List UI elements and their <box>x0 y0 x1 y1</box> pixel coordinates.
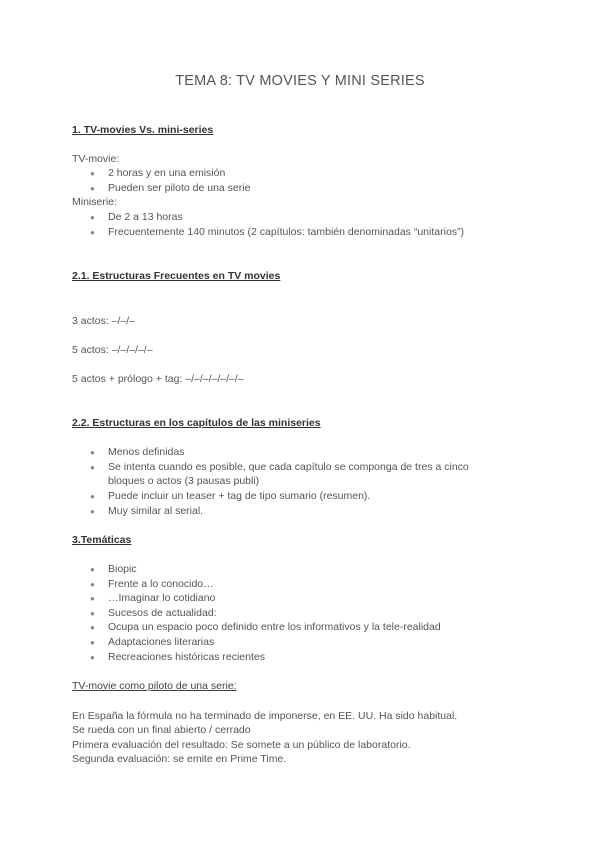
tvmovie-label: TV-movie: <box>72 153 120 165</box>
bullet-icon: ● <box>90 169 95 178</box>
bullet-icon: ● <box>90 609 95 618</box>
section-1-heading: 1. TV-movies Vs. mini-series <box>72 124 214 136</box>
list-item-text: 2 horas y en una emisión <box>108 167 226 179</box>
list-item <box>90 505 203 517</box>
list-item <box>90 621 441 633</box>
list-item-text: Puede incluir un teaser + tag de tipo sumario (resumen). <box>108 490 371 502</box>
list-item <box>90 651 265 663</box>
bullet-icon: ● <box>90 565 95 574</box>
pilot-line: Segunda evaluación: se emite en Prime Time. <box>72 753 287 765</box>
bullet-icon: ● <box>90 228 95 237</box>
structure-line: 5 actos + prólogo + tag: –/–/–/–/–/–/– <box>72 373 244 385</box>
list-item <box>90 446 184 458</box>
bullet-icon: ● <box>90 463 95 472</box>
section-2-2-heading: 2.2. Estructuras en los capítulos de las miniseries <box>72 417 321 429</box>
bullet-icon: ● <box>90 507 95 516</box>
list-item-text: Biopic <box>108 563 137 575</box>
document-title: TEMA 8: TV MOVIES Y MINI SERIES <box>175 73 425 89</box>
list-item <box>90 592 215 604</box>
section-2-1-heading: 2.1. Estructuras Frecuentes en TV movies <box>72 270 281 282</box>
list-item <box>90 182 250 194</box>
pilot-line: En España la fórmula no ha terminado de imponerse, en EE. UU. Ha sido habitual. <box>72 710 458 722</box>
pilot-subheading: TV-movie como piloto de una serie: <box>72 680 237 692</box>
list-item-text: Frente a lo conocido… <box>108 578 214 590</box>
list-item-continuation: bloques o actos (3 pausas publi) <box>108 475 260 487</box>
list-item <box>90 578 214 590</box>
list-item-text: Sucesos de actualidad: <box>108 607 217 619</box>
list-item-text: Menos definidas <box>108 446 185 458</box>
bullet-icon: ● <box>90 184 95 193</box>
list-item <box>90 607 217 619</box>
structure-line: 3 actos: –/–/– <box>72 315 136 327</box>
pilot-line: Primera evaluación del resultado: Se somete a un público de laboratorio. <box>72 739 411 751</box>
list-item-text: Ocupa un espacio poco definido entre los informativos y la tele-realidad <box>108 621 441 633</box>
bullet-icon: ● <box>90 448 95 457</box>
list-item-text: Se intenta cuando es posible, que cada capítulo se componga de tres a cinco <box>108 461 469 473</box>
bullet-icon: ● <box>90 492 95 501</box>
structure-line: 5 actos: –/–/–/–/– <box>72 344 153 356</box>
list-item-text: Adaptaciones literarias <box>108 636 215 648</box>
bullet-icon: ● <box>90 638 95 647</box>
list-item-text: De 2 a 13 horas <box>108 211 183 223</box>
pilot-line: Se rueda con un final abierto / cerrado <box>72 724 251 736</box>
list-item-text: Recreaciones históricas recientes <box>108 651 265 663</box>
list-item-text: …Imaginar lo cotidiano <box>108 592 216 604</box>
bullet-icon: ● <box>90 580 95 589</box>
list-item <box>90 636 214 648</box>
section-3-heading: 3.Temáticas <box>72 534 132 546</box>
list-item-text: Pueden ser piloto de una serie <box>108 182 251 194</box>
miniserie-label: Miniserie: <box>72 196 117 208</box>
list-item-text: Muy similar al serial. <box>108 505 204 517</box>
list-item <box>90 461 469 473</box>
bullet-icon: ● <box>90 594 95 603</box>
list-item <box>90 490 370 502</box>
bullet-icon: ● <box>90 653 95 662</box>
bullet-icon: ● <box>90 213 95 222</box>
list-item-text: Frecuentemente 140 minutos (2 capítulos: también denominadas “unitarios”) <box>108 226 465 238</box>
list-item <box>90 226 464 238</box>
list-item <box>90 211 183 223</box>
bullet-icon: ● <box>90 623 95 632</box>
list-item <box>90 563 137 575</box>
list-item <box>90 167 225 179</box>
